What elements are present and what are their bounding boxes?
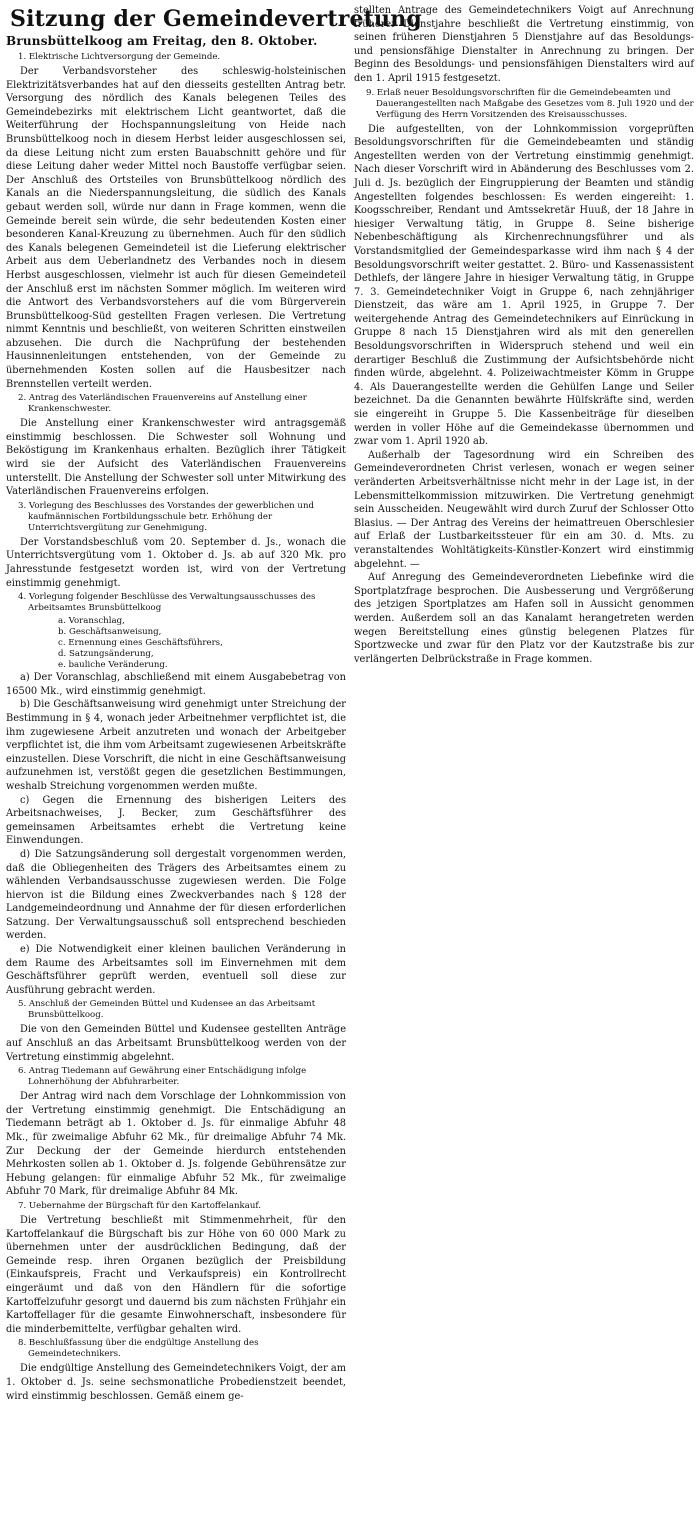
paragraph: c) Gegen die Ernennung des bisherigen Leiters des Arbeitsnachweises, J. Becker, zum Geschäftsführer des gemeinsamen Arbeitsamtes erhebt die Vertretung keine Einwendungen. xyxy=(6,794,346,847)
paragraph: Der Vorstandsbeschluß vom 20. September d. Js., wonach die Unterrichtsvergütung vom 1. Oktober d. Js. ab auf 320 Mk. pro Jahresstunde festgesetzt worden ist, wird von der Vertretung einstimmig genehmigt. xyxy=(6,536,346,589)
paragraph: Auf Anregung des Gemeindeverordneten Liebefinke wird die Sportplatzfrage besprochen. Die Ausbesserung und Vergrößerung des jetzigen Sportplatzes am Hafen soll in Aussicht genommen werden. Außerdem soll an das Kanalamt herangetreten werden wegen Bereitstellung eines günstig belegenen Platzes für Sportzwecke und zwar für den Platz vor der Kautzstraße bis zur verlängerten Delbrückstraße in Frage kommen. xyxy=(354,572,694,665)
paragraph: Außerhalb der Tagesordnung wird ein Schreiben des Gemeindeverordneten Christ verlesen, wonach er wegen seiner veränderten Arbeitsverhältnisse nicht mehr in der Lage ist, in der Lebensmittelkommission mitzuwirken. Die Vertretung genehmigt sein Ausscheiden. Neugewählt wird durch Zuruf der Schlosser Otto Blasius. — Der Antrag des Vereins der heimattreuen Oberschlesier auf Erlaß der Lustbarkeitssteuer für ein am 30. d. Mts. zu veranstaltendes Wohltätigkeits-Künstler-Konzert wird einstimmig abgelehnt. — xyxy=(354,449,694,570)
paragraph: e) Die Notwendigkeit einer kleinen baulichen Veränderung in dem Raume des Arbeitsamtes soll im Einvernehmen mit dem Geschäftsführer geprüft werden, eventuell soll diese zur Ausführung gebracht werden. xyxy=(6,944,346,996)
paragraph: Die Vertretung beschließt mit Stimmenmehrheit, für den Kartoffelankauf die Bürgschaft bis zur Höhe von 60 000 Mark zu übernehmen unter der ausdrücklichen Bedingung, daß der Gemeinde resp. ihren Organen bezüglich der Preisbildung (Einkaufspreis, Fracht und Verkaufspreis) ein Kontrollrecht eingeräumt und daß von den Händlern für die sofortige Kartoffelzufuhr gesorgt und dauernd bis zum nächsten Frühjahr ein Kartoffellager für die gesamte Einwohnerschaft, insbesondere für die minderbemittelte, verfügbar gehalten wird. xyxy=(6,1214,346,1335)
right-column xyxy=(354,4,694,1403)
subheadline: Brunsbüttelkoog am Freitag, den 8. Oktober. xyxy=(6,34,318,48)
agenda-item-1: 1. Elektrische Lichtversorgung der Gemeinde. xyxy=(18,52,221,62)
paragraph: b) Die Geschäftsanweisung wird genehmigt unter Streichung der Bestimmung in § 4, wonach jeder Arbeitnehmer verpflichtet ist, die ihm zugewiesene Arbeit anzutreten und wonach der Arbeitgeber verpflichtet ist, die ihm vom Arbeitsamt zugewiesenen Arbeitskräfte einzustellen. Diese Vorschrift, die nicht in eine Geschäftsanweisung aufzunehmen ist, verstößt gegen die gesetzlichen Bestimmungen, weshalb Streichung vorgenommen werden mußte. xyxy=(6,699,346,792)
sub-item-c: c. Ernennung eines Geschäftsführers, xyxy=(58,638,223,649)
paragraph: Der Antrag wird nach dem Vorschlage der Lohnkommission von der Vertretung einstimmig genehmigt. Die Entschädigung an Tiedemann beträgt ab 1. Oktober d. Js. für einmalige Abfuhr 48 Mk., für zweimalige Abfuhr 62 Mk., für dreimalige Abfuhr 74 Mk. Zur Deckung der der Gemeinde hierdurch entstehenden Mehrkosten sollen ab 1. Oktober d. Js. folgende Gebührensätze zur Hebung gelangen: für einmalige Abfuhr 52 Mk., für zweimalige Abfuhr 70 Mark, für dreimalige Abfuhr 84 Mk. xyxy=(6,1091,346,1198)
agenda-item-4: 4. Vorlegung folgender Beschlüsse des Verwaltungsausschusses des Arbeitsamtes Brunsbüttelkoog xyxy=(18,592,316,614)
headline: Sitzung der Gemeindevertretung xyxy=(10,6,423,32)
paragraph: d) Die Satzungsänderung soll dergestalt vorgenommen werden, daß die Obliegenheiten des Trägers des Arbeitsamtes einem zu wählenden Verbandsausschusse zugewiesen werden. Die Folge hiervon ist die Bildung eines Zweckverbandes nach § 128 der Landgemeindeordnung und Annahme der für diesen erforderlichen Satzung. Der Verwaltungsausschuß soll entsprechend beschieden werden. xyxy=(6,848,346,942)
agenda-item-5: 5. Anschluß der Gemeinden Büttel und Kudensee an das Arbeitsamt Brunsbüttelkoog. xyxy=(18,999,316,1021)
agenda-item-6: 6. Antrag Tiedemann auf Gewährung einer Entschädigung infolge Lohnerhöhung der Abfuhrarbeiter. xyxy=(18,1066,307,1088)
sub-item-d: d. Satzungsänderung, xyxy=(58,649,154,660)
paragraph: a) Der Voranschlag, abschließend mit einem Ausgabebetrag von 16500 Mk., wird einstimmig genehmigt. xyxy=(6,672,346,697)
sub-item-b: b. Geschäftsanweisung, xyxy=(58,627,162,638)
paragraph: Die endgültige Anstellung des Gemeindetechnikers Voigt, der am 1. Oktober d. Js. seine sechsmonatliche Probedienstzeit beendet, wird einstimmig beschlossen. Gemäß einem ge- xyxy=(6,1363,346,1402)
agenda-item-7: 7. Uebernahme der Bürgschaft für den Kartoffelankauf. xyxy=(18,1200,262,1211)
paragraph: Die Anstellung einer Krankenschwester wird antragsgemäß einstimmig beschlossen. Die Schwester soll Wohnung und Beköstigung im Krankenhaus erhalten. Bezüglich ihrer Tätigkeit wird sie der Aufsicht des Vaterländischen Frauenvereins unterstellt. Die Anstellung der Schwester soll unter Mitwirkung des Vaterländischen Frauenvereins erfolgen. xyxy=(6,418,346,498)
left-column xyxy=(6,32,346,1403)
paragraph: Die aufgestellten, von der Lohnkommission vorgeprüften Besoldungsvorschriften für die Gemeindebeamten und ständig Angestellten werden von der Vertretung einstimmig genehmigt. Nach dieser Vorschrift wird in Abänderung des Beschlusses vom 2. Juli d. Js. bezüglich der Eingruppierung der Beamten und ständig Angestellten folgendes beschlossen: Es werden eingereiht: 1. Koogsschreiber, Rendant und Amtssekretär Huuß, der 18 Jahre in hiesiger Verwaltung tätig, in Gruppe 8. Seine bisherige Nebenbeschäftigung als Kirchenrechnungsführer und als Vorstandsmitglied der Gemeindesparkasse wird ihm nach § 4 der Besoldungsvorschrift weiter gestattet. 2. Büro- und Kassenassistent Dethlefs, der längere Jahre in hiesiger Verwaltung tätig, in Gruppe 7. 3. Gemeindetechniker Voigt in Gruppe 6, nach zehnjähriger Dienstzeit, das wäre am 1. April 1925, in Gruppe 7. Der weitergehende Antrag des Gemeindetechnikers auf Einrückung in Gruppe 8 nach 15 Dienstjahren wird als mit den generellen Besoldungsvorschriften in Widerspruch stehend und weil ein derartiger Beschluß die Zustimmung der Aufsichtsbehörde nicht finden würde, abgelehnt. 4. Polizeiwachtmeister Kömm in Gruppe 4. Als Dauerangestellte werden die Gehülfen Lange und Seiler bezeichnet. Da die Genannten bewährte Hülfskräfte sind, werden sie eingereiht in Gruppe 5. Die Kassenbeiträge für dieselben werden in voller Höhe auf die Gemeindekasse übernommen und zwar vom 1. April 1920 ab. xyxy=(354,123,694,448)
agenda-item-9: 9. Erlaß neuer Besoldungsvorschriften für die Gemeindebeamten und Dauerangestellten nach Maßgabe des Gesetzes vom 8. Juli 1920 und der Verfügung des Herrn Vorsitzenden des Kreisausschusses. xyxy=(366,87,694,120)
agenda-item-2: 2. Antrag des Vaterländischen Frauenvereins auf Anstellung einer Krankenschwester. xyxy=(18,393,307,415)
sub-item-a: a. Voranschlag, xyxy=(58,616,125,627)
agenda-item-3: 3. Vorlegung des Beschlusses des Vorstandes der gewerblichen und kaufmännischen Fortbildungsschule betr. Erhöhung der Unterrichtsvergütung zur Genehmigung. xyxy=(18,500,314,533)
paragraph: Der Verbandsvorsteher des schleswig-holsteinischen Elektrizitätsverbandes hat auf den diesseits gestellten Antrag betr. Versorgung des nördlich des Kanals belegenen Teiles des Gemeindebezirks mit elektrischem Licht geantwortet, daß die Weiterführung der Hochspannungsleitung von Heide nach Brunsbüttelkoog noch in diesem Herbst leider ausgeschlossen sei, da diese Leitung nicht zum ersten Bauabschnitt gehöre und für diese Leitung daher weder Mittel noch Baustoffe verfügbar seien. Der Anschluß des Ortsteiles von Brunsbüttelkoog nördlich des Kanals an die Niederspannungsleitung, die südlich des Kanals gebaut werden soll, würde nur dann in Frage kommen, wenn die Gemeinde bereit sein würde, die sehr bedeutenden Kosten einer besonderen Kanal-Kreuzung zu übernehmen. Auch für den südlich des Kanals belegenen Gemeindeteil ist die Lieferung elektrischer Arbeit aus dem Ueberlandnetz des Verbandes noch in diesem Herbst ausgeschlossen, vielmehr ist auch für diesen Gemeindeteil der Anschluß erst im nächsten Sommer möglich. Im weiteren wird die Antwort des Verbandsvorstehers auf die vom Bürgerverein Brunsbüttelkoog-Süd gestellten Fragen verlesen. Die Vertretung nimmt Kenntnis und beschließt, von weiteren Schritten einstweilen abzusehen. Die durch die Nachprüfung der bestehenden Hausinnenleitungen entstehenden, von der Gemeinde zu übernehmenden Kosten sollen auf die Hausbesitzer nach Brennstellen verteilt werden. xyxy=(6,66,346,390)
paragraph-continued: stellten Antrage des Gemeindetechnikers Voigt auf Anrechnung früherer Dienstjahre beschließt die Vertretung einstimmig, von seinen früheren Dienstjahren 5 Dienstjahre auf das Besoldungs- und pensionsfähige Dienstalter in Anrechnung zu bringen. Der Beginn des Besoldungs- und pensionsfähigen Dienstalters wird auf den 1. April 1915 festgesetzt. xyxy=(354,5,694,84)
sub-item-e: e. bauliche Veränderung. xyxy=(58,660,168,671)
paragraph: Die von den Gemeinden Büttel und Kudensee gestellten Anträge auf Anschluß an das Arbeitsamt Brunsbüttelkoog werden von der Vertretung einstimmig abgelehnt. xyxy=(6,1024,346,1063)
agenda-item-8: 8. Beschlußfassung über die endgültige Anstellung des Gemeindetechnikers. xyxy=(18,1338,259,1360)
